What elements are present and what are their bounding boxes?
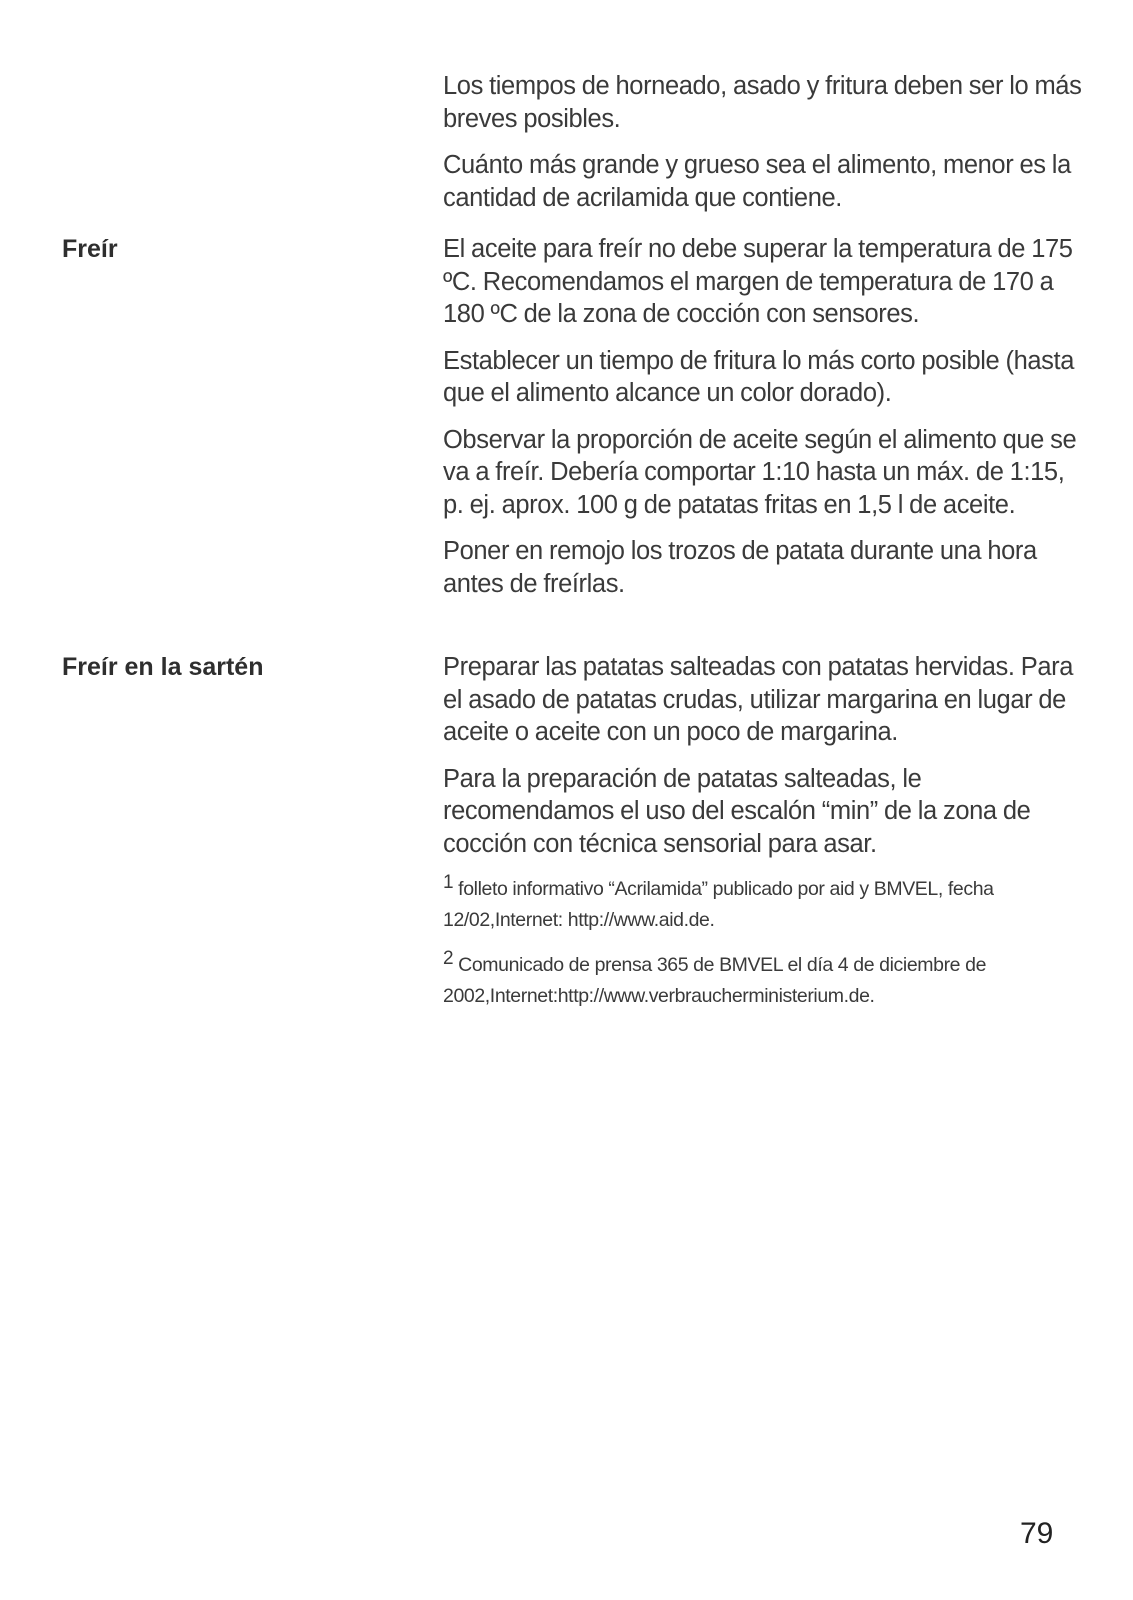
footnote-text: folleto informativo “Acrilamida” publicado por aid y BMVEL, fecha 12/02,Internet: http://www.aid.de. bbox=[443, 878, 994, 931]
freir-sarten-section bbox=[443, 651, 1083, 1026]
freir-paragraph: Establecer un tiempo de fritura lo más corto posible (hasta que el alimento alcance un color dorado). bbox=[443, 346, 1074, 407]
footnote bbox=[443, 950, 1083, 1012]
freir-section bbox=[443, 233, 1083, 614]
page-number: 79 bbox=[1020, 1517, 1054, 1550]
freir-paragraph: Poner en remojo los trozos de patata durante una hora antes de freírlas. bbox=[443, 537, 1037, 598]
freir-paragraph: El aceite para freír no debe superar la temperatura de 175 ºC. Recomendamos el margen de temperatura de 170 a 180 ºC de la zona de cocción con sensores. bbox=[443, 235, 1073, 328]
intro-section bbox=[443, 70, 1083, 228]
section-heading-freir-sarten: Freír en la sartén bbox=[62, 653, 264, 681]
footnote-marker: 1 bbox=[443, 872, 454, 893]
footnote bbox=[443, 874, 1083, 936]
freir-paragraph: Observar la proporción de aceite según el alimento que se va a freír. Debería comportar 1:10 hasta un máx. de 1:15, p. ej. aprox. 100 g de patatas fritas en 1,5 l de aceite. bbox=[443, 425, 1077, 519]
intro-paragraph: Cuánto más grande y grueso sea el alimento, menor es la cantidad de acrilamida que contiene. bbox=[443, 151, 1071, 212]
section-heading-freir: Freír bbox=[62, 235, 118, 263]
freir-sarten-paragraph: Para la preparación de patatas salteadas, le recomendamos el uso del escalón “min” de la zona de cocción con técnica sensorial para asar. bbox=[443, 764, 1031, 858]
freir-heading-col bbox=[62, 233, 402, 265]
footnote-text: Comunicado de prensa 365 de BMVEL el día 4 de diciembre de 2002,Internet:http://www.verbraucherministerium.de. bbox=[443, 954, 987, 1007]
freir-sarten-paragraph: Preparar las patatas salteadas con patatas hervidas. Para el asado de patatas crudas, utilizar margarina en lugar de aceite o aceite con un poco de margarina. bbox=[443, 653, 1074, 746]
footnote-marker: 2 bbox=[443, 948, 454, 969]
freir-sarten-heading-col bbox=[62, 651, 402, 683]
intro-paragraph: Los tiempos de horneado, asado y fritura deben ser lo más breves posibles. bbox=[443, 72, 1082, 133]
